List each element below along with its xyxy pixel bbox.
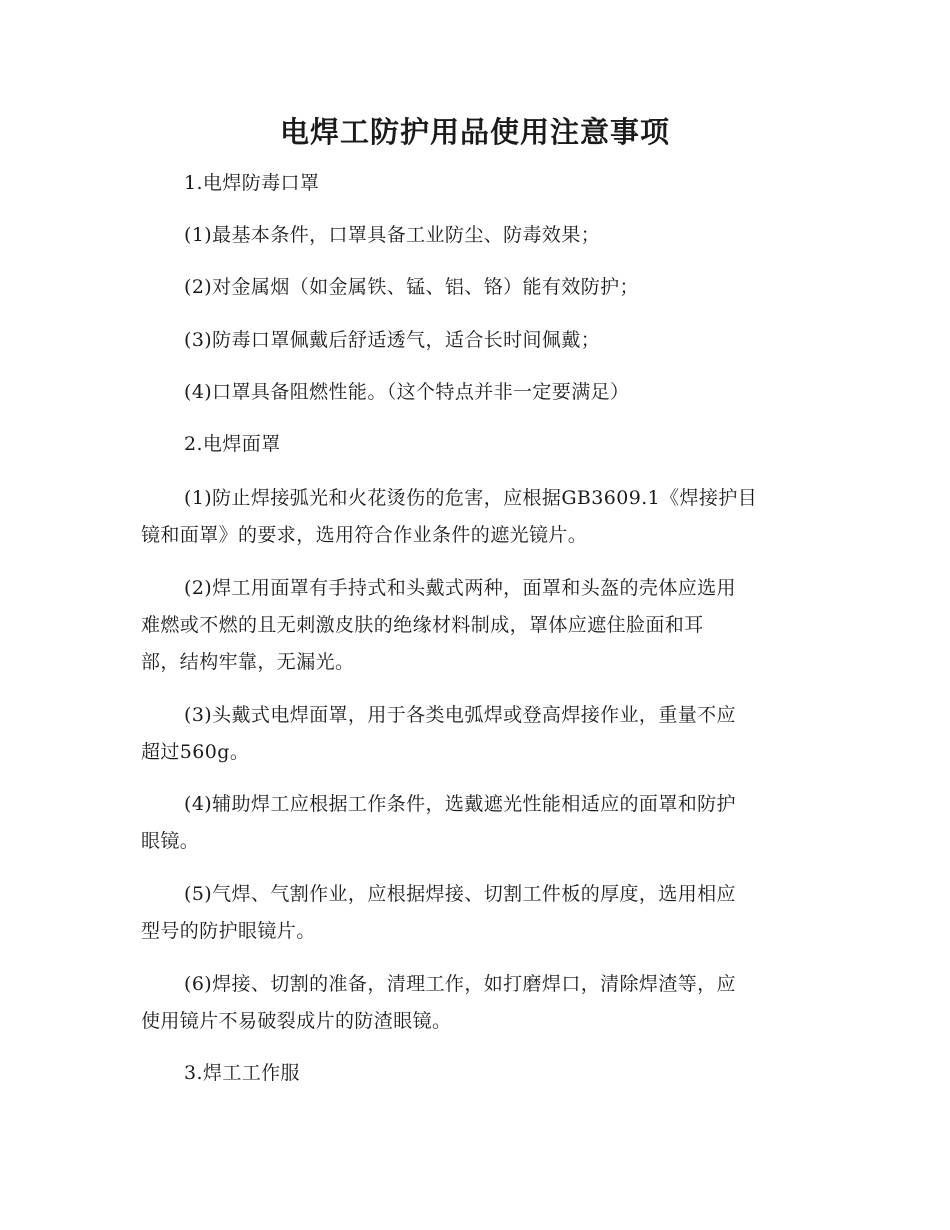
paragraph-line: 难燃或不燃的且无刺激皮肤的绝缘材料制成，罩体应遮住脸面和耳 [141, 614, 704, 636]
paragraph-line: (1)防止焊接弧光和火花烫伤的危害，应根据GB3609.1《焊接护目 [184, 487, 758, 509]
paragraph-line: 镜和面罩》的要求，选用符合作业条件的遮光镜片。 [141, 524, 588, 546]
paragraph-line: 部，结构牢靠，无漏光。 [141, 651, 355, 673]
paragraph-line: (4)辅助焊工应根据工作条件，选戴遮光性能相适应的面罩和防护 [184, 793, 736, 815]
paragraph-line: (6)焊接、切割的准备，清理工作，如打磨焊口，清除焊渣等，应 [184, 973, 736, 995]
paragraph-line: (2)对金属烟（如金属铁、锰、铝、铬）能有效防护； [184, 276, 639, 298]
section-heading-face-shield: 2.电焊面罩 [184, 433, 281, 455]
paragraph-line: 超过560g。 [141, 741, 250, 763]
paragraph-line: (5)气焊、气割作业，应根据焊接、切割工件板的厚度，选用相应 [184, 883, 736, 905]
paragraph-line: (1)最基本条件，口罩具备工业防尘、防毒效果； [184, 224, 601, 246]
paragraph-line: (4)口罩具备阻燃性能。（这个特点并非一定要满足） [184, 381, 630, 403]
paragraph-line: 眼镜。 [141, 830, 200, 852]
section-heading-work-clothes: 3.焊工工作服 [184, 1062, 300, 1084]
paragraph-line: (3)头戴式电焊面罩，用于各类电弧焊或登高焊接作业，重量不应 [184, 704, 736, 726]
section-heading-mask: 1.电焊防毒口罩 [184, 172, 320, 194]
paragraph-line: (2)焊工用面罩有手持式和头戴式两种，面罩和头盔的壳体应选用 [184, 577, 736, 599]
paragraph-line: 型号的防护眼镜片。 [141, 920, 316, 942]
document-title: 电焊工防护用品使用注意事项 [279, 115, 670, 149]
paragraph-line: (3)防毒口罩佩戴后舒适透气，适合长时间佩戴； [184, 329, 601, 351]
paragraph-line: 使用镜片不易破裂成片的防渣眼镜。 [141, 1010, 452, 1032]
